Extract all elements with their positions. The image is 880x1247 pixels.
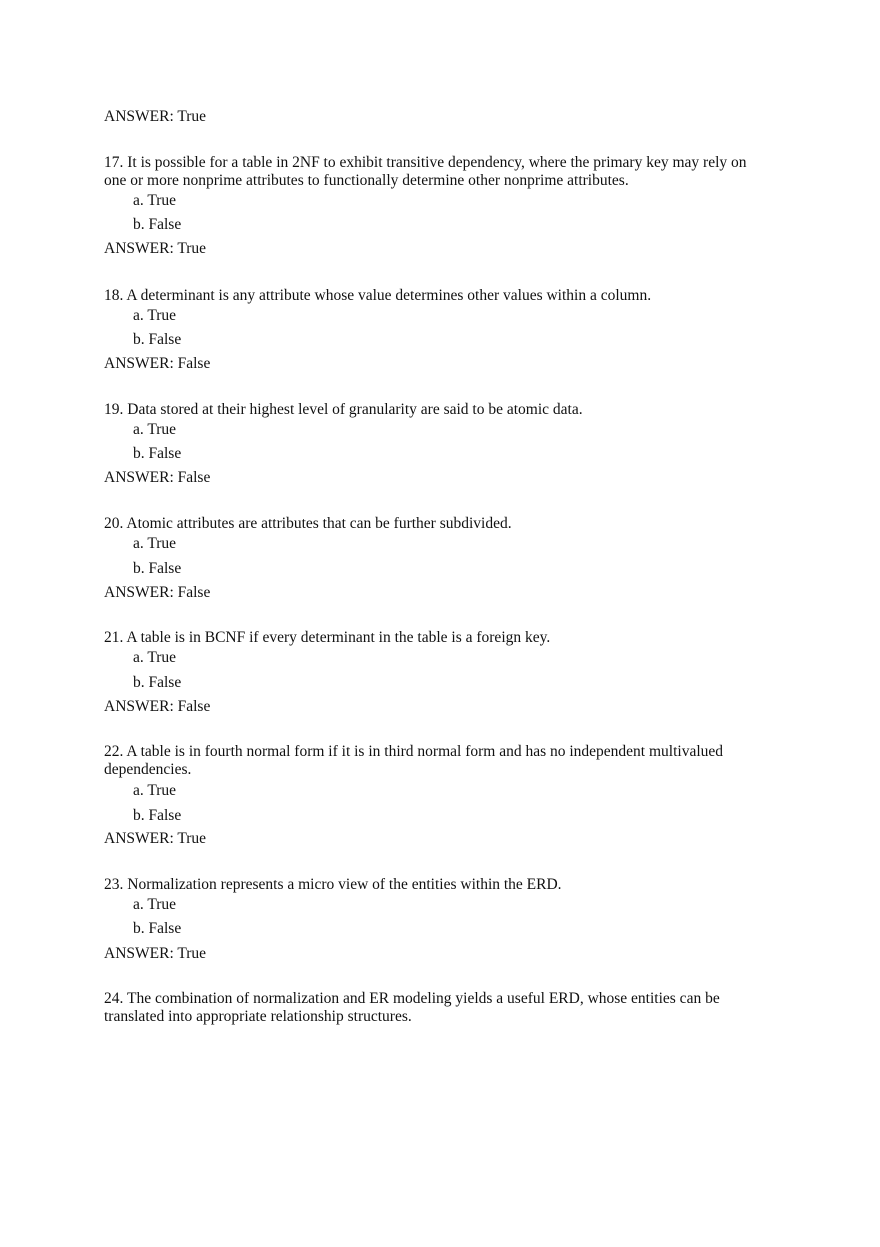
option-a: a. True [133,421,177,438]
answer-line: ANSWER: False [104,469,211,486]
option-b: b. False [133,216,182,233]
answer-line: ANSWER: False [104,698,211,715]
option-a: a. True [133,535,177,552]
question-21-text: 21. A table is in BCNF if every determinant in the table is a foreign key. [104,629,551,646]
answer-line: ANSWER: False [104,355,211,372]
answer-line: ANSWER: True [104,240,207,257]
option-b: b. False [133,445,182,462]
option-a: a. True [133,782,177,799]
option-a: a. True [133,896,177,913]
answer-line: ANSWER: True [104,108,207,125]
question-22-text: 22. A table is in fourth normal form if it is in third normal form and has no independent multivalued dependencies. [104,743,724,778]
question-19-text: 19. Data stored at their highest level of granularity are said to be atomic data. [104,401,583,418]
question-24-text: 24. The combination of normalization and ER modeling yields a useful ERD, whose entities can be translated into appropriate relationship structures. [104,990,720,1025]
option-b: b. False [133,920,182,937]
question-23-text: 23. Normalization represents a micro view of the entities within the ERD. [104,876,562,893]
answer-line: ANSWER: False [104,584,211,601]
question-20-text: 20. Atomic attributes are attributes that can be further subdivided. [104,515,512,532]
answer-line: ANSWER: True [104,830,207,847]
option-a: a. True [133,649,177,666]
option-b: b. False [133,674,182,691]
option-a: a. True [133,307,177,324]
option-a: a. True [133,192,177,209]
option-b: b. False [133,331,182,348]
question-18-text: 18. A determinant is any attribute whose value determines other values within a column. [104,287,652,304]
question-17-text: 17. It is possible for a table in 2NF to exhibit transitive dependency, where the primary key may rely on one or more nonprime attributes to functionally determine other nonprime attributes. [104,154,747,189]
option-b: b. False [133,560,182,577]
answer-line: ANSWER: True [104,945,207,962]
option-b: b. False [133,807,182,824]
